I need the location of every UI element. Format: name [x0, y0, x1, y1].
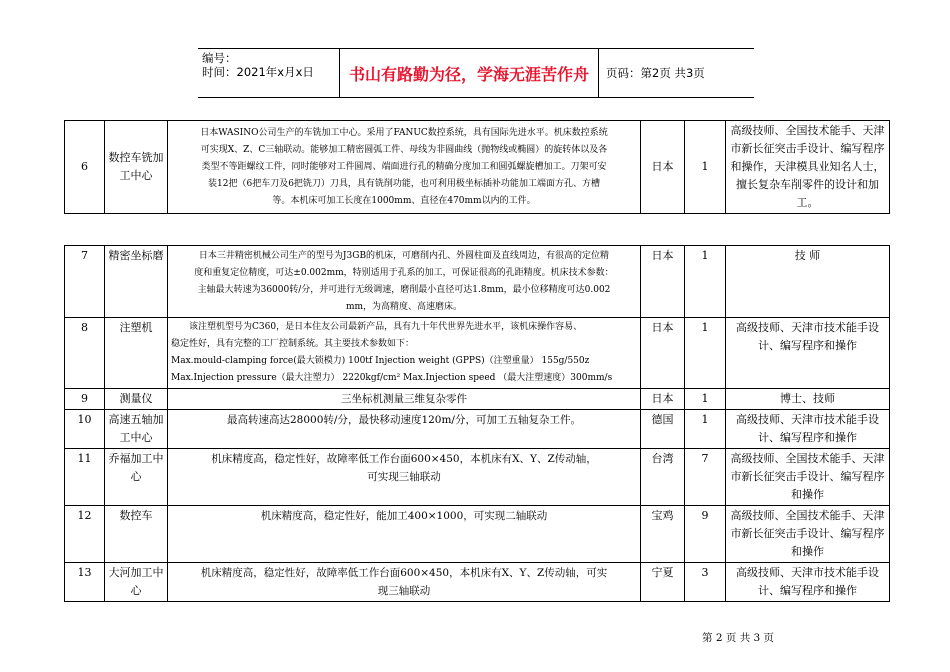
- table-row: [65, 449, 890, 506]
- row-number: 12: [65, 506, 105, 563]
- origin: 日本: [641, 246, 685, 318]
- origin: 日本: [641, 389, 685, 410]
- equipment-description: 日本WASINO公司生产的车铣加工中心。采用了FANUC数控系统，具有国际先进水平。机床数控系统 可实现X、Z、C三轴联动。能够加工精密圆弧工件、母线为非圆曲线（抛物线或椭圆）的旋转体以及各 类型不等距螺纹工件，同时能够对工件圆周、端面进行孔的精确分度加工和圆弧螺旋槽加工。刀架可安 装12把（6把车刀及6把铣刀）刀具，具有铣削功能，也可利用极坐标插补功能加工端面方孔、方槽 等。本机床可加工长度在1000mm、直径在470mm以内的工件。: [168, 121, 641, 214]
- quantity: 7: [685, 449, 726, 506]
- table-row: [65, 389, 890, 410]
- row-number: 9: [65, 389, 105, 410]
- table-row: [65, 246, 890, 318]
- header-meta: [202, 51, 314, 79]
- row-number: 10: [65, 410, 105, 449]
- row-number: 11: [65, 449, 105, 506]
- equipment-description: 该注塑机型号为C360，是日本住友公司最新产品，具有九十年代世界先进水平，该机床操作容易、 稳定性好，具有完整的工厂控制系统。其主要技术参数如下： Max.mould-clamping force(最大锁模力) 100tf Injection weight (GPPS)（注塑重量） 155g/550z Max.Injection pressure（最大注塑力） 2220kgf/cm² Max.Injection speed （最大注塑速度）300mm/s: [168, 318, 641, 389]
- equipment-name: 精密坐标磨: [105, 246, 168, 318]
- table-row: [65, 410, 890, 449]
- row-number: 7: [65, 246, 105, 318]
- equipment-description: 机床精度高，稳定性好，故障率低工作台面600×450，本机床有X、Y、Z传动轴， 可实现三轴联动: [168, 449, 641, 506]
- staff: 高级技师、全国技术能手、天津市新长征突击手设计、编写程序和操作: [726, 449, 890, 506]
- equipment-description: 三坐标机测量三维复杂零件: [168, 389, 641, 410]
- equipment-description: 最高转速高达28000转/分，最快移动速度120m/分，可加工五轴复杂工件。: [168, 410, 641, 449]
- origin: 日本: [641, 121, 685, 214]
- staff: 博士、技师: [726, 389, 890, 410]
- quantity: 1: [685, 318, 726, 389]
- quantity: 1: [685, 121, 726, 214]
- quantity: 3: [685, 563, 726, 602]
- equipment-name: 数控车: [105, 506, 168, 563]
- staff: 技 师: [726, 246, 890, 318]
- equipment-description: 机床精度高，稳定性好，故障率低工作台面600×450，本机床有X、Y、Z传动轴，可实 现三轴联动: [168, 563, 641, 602]
- page-footer: 第 2 页 共 3 页: [702, 632, 775, 644]
- time-label: 时间：2021年x月x日: [202, 65, 314, 79]
- table-row: [65, 318, 890, 389]
- equipment-description: 日本三井精密机械公司生产的型号为J3GB的机床，可磨削内孔、外圆柱面及直线周边，有很高的定位精 度和重复定位精度，可达±0.002mm，特别适用于孔系的加工，可保证很高的孔距精度。机床技术参数： 主轴最大转速为36000转/分，并可进行无级调速，磨削最小直径可达1.8mm，最小位移精度可达0.002 mm，为高精度、高速磨床。: [168, 246, 641, 318]
- table-row: [65, 506, 890, 563]
- equipment-name: 大河加工中心: [105, 563, 168, 602]
- row-number: 6: [65, 121, 105, 214]
- header-page-label: 页码：第2页 共3页: [606, 66, 705, 80]
- quantity: 1: [685, 246, 726, 318]
- origin: 宁夏: [641, 563, 685, 602]
- quantity: 9: [685, 506, 726, 563]
- header-motto: 书山有路勤为径，学海无涯苦作舟: [339, 49, 599, 97]
- staff: 高级技师、天津市技术能手设计、编写程序和操作: [726, 563, 890, 602]
- row-number: 8: [65, 318, 105, 389]
- equipment-name: 乔福加工中心: [105, 449, 168, 506]
- origin: 日本: [641, 318, 685, 389]
- origin: 德国: [641, 410, 685, 449]
- table-row: [65, 563, 890, 602]
- quantity: 1: [685, 410, 726, 449]
- row-number: 13: [65, 563, 105, 602]
- equipment-name: 注塑机: [105, 318, 168, 389]
- page-header: [198, 48, 754, 98]
- table-row: [65, 121, 890, 214]
- staff: 高级技师、天津市技术能手设计、编写程序和操作: [726, 410, 890, 449]
- origin: 台湾: [641, 449, 685, 506]
- quantity: 1: [685, 389, 726, 410]
- staff: 高级技师、全国技术能手、天津市新长征突击手设计、编写程序和操作，天津模具业知名人士，擅长复杂车削零件的设计和加工。: [726, 121, 890, 214]
- equipment-table-top: [64, 120, 890, 214]
- staff: 高级技师、天津市技术能手设计、编写程序和操作: [726, 318, 890, 389]
- equipment-name: 数控车铣加工中心: [105, 121, 168, 214]
- equipment-description: 机床精度高，稳定性好，能加工400×1000，可实现二轴联动: [168, 506, 641, 563]
- serial-label: 编号：: [202, 51, 237, 65]
- equipment-name: 高速五轴加工中心: [105, 410, 168, 449]
- equipment-name: 测量仪: [105, 389, 168, 410]
- origin: 宝鸡: [641, 506, 685, 563]
- staff: 高级技师、全国技术能手、天津市新长征突击手设计、编写程序和操作: [726, 506, 890, 563]
- equipment-table-bottom: [64, 245, 890, 602]
